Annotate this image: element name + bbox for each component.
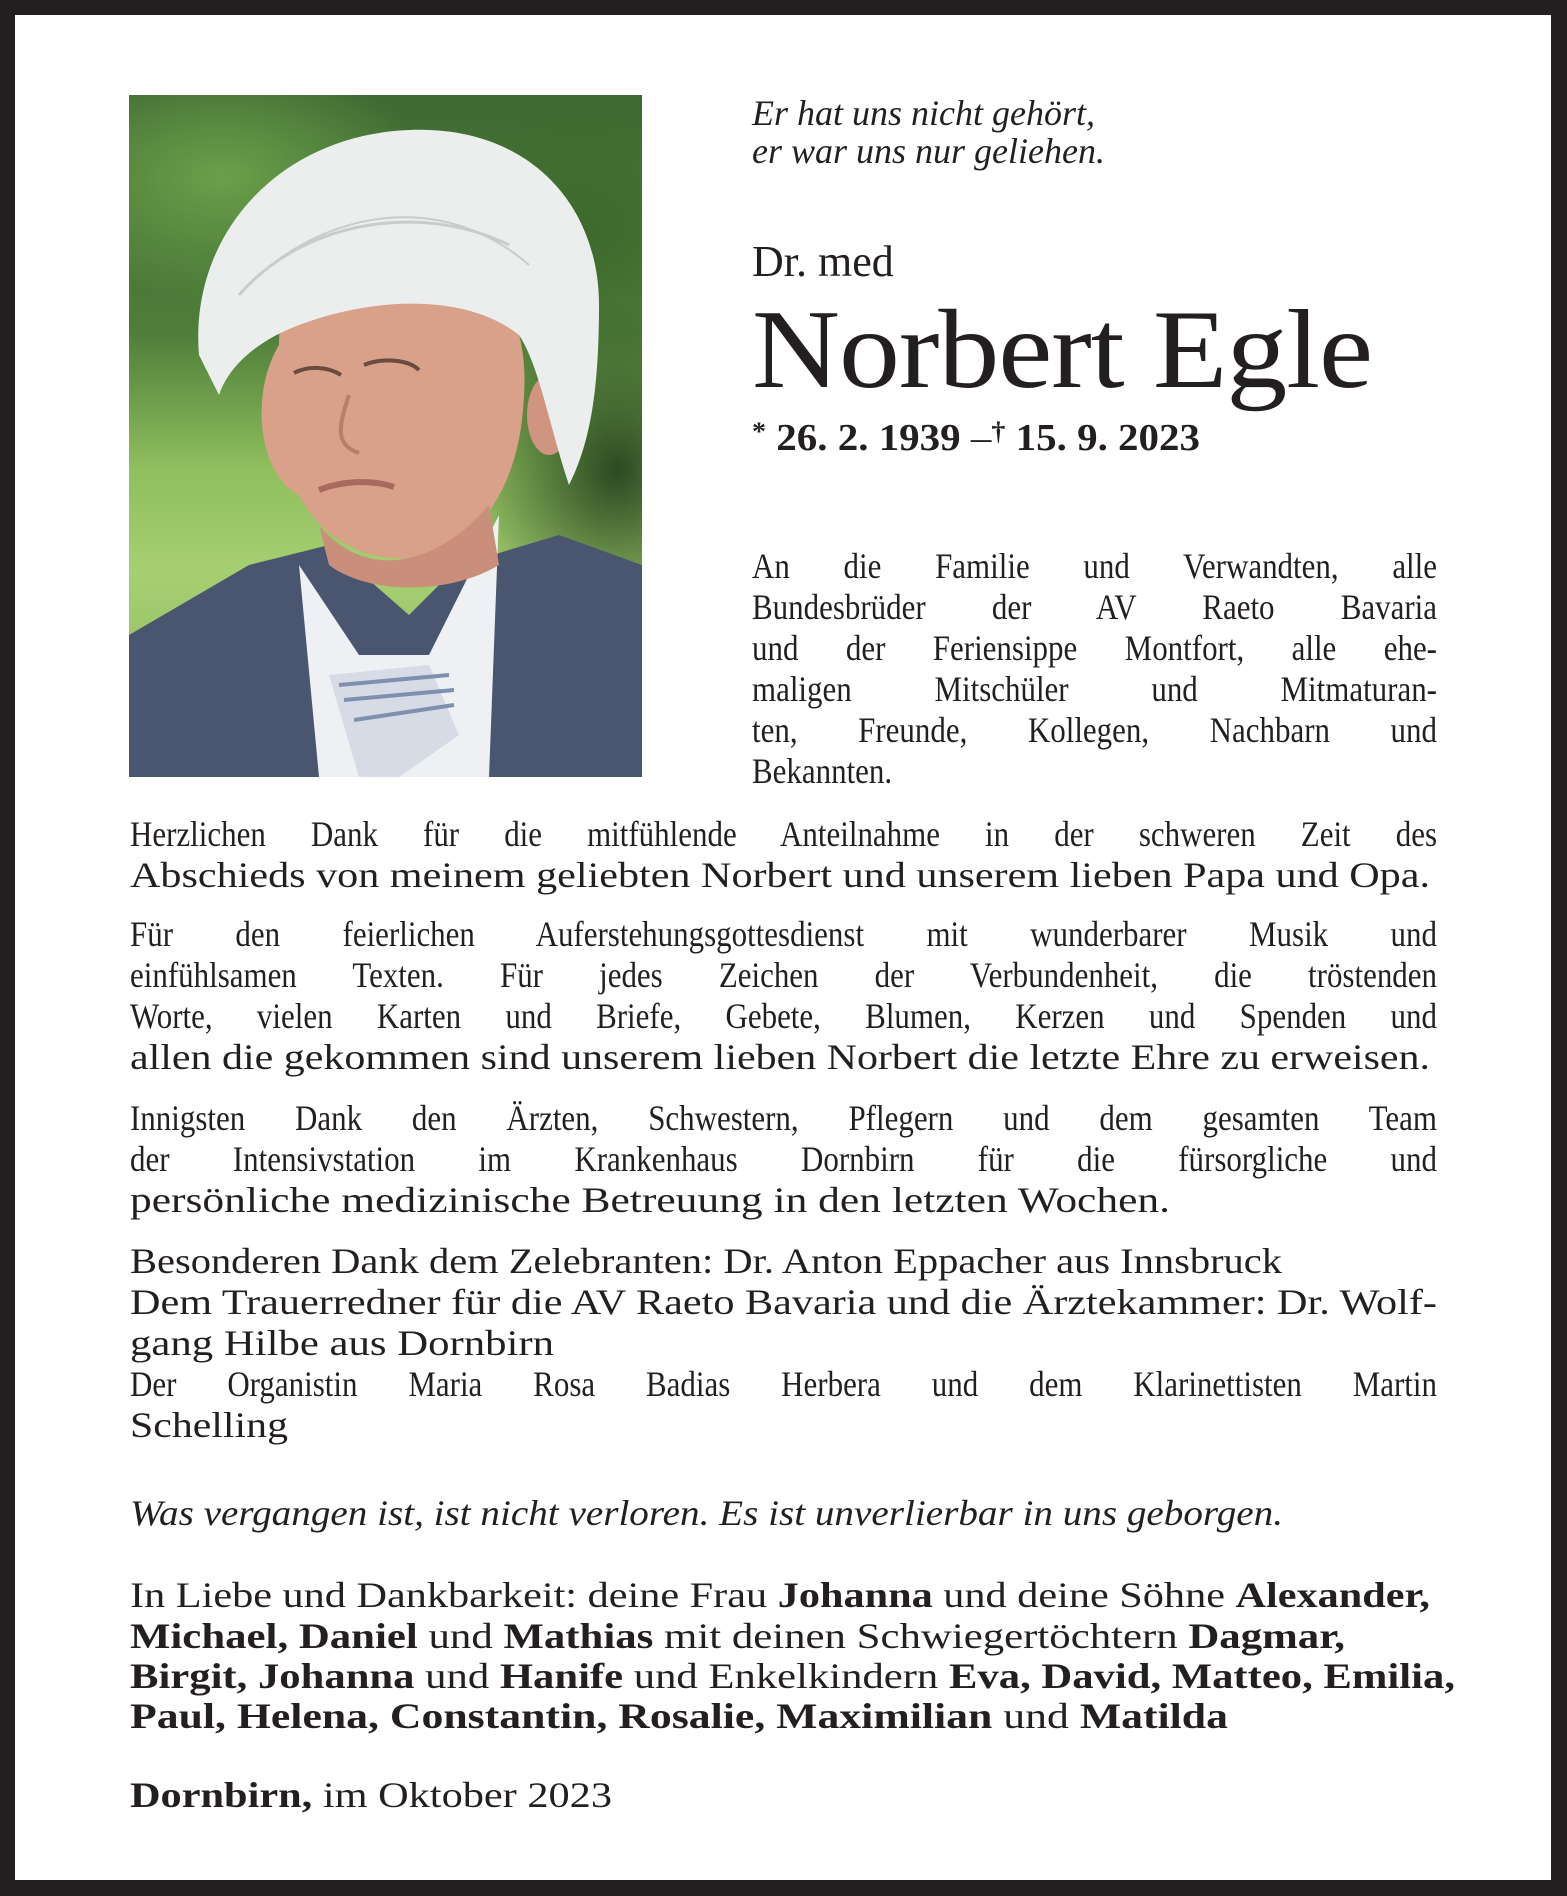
dates-separator: – bbox=[970, 417, 992, 459]
family-text: und bbox=[417, 1616, 504, 1656]
family-name: Birgit, Johanna bbox=[130, 1656, 415, 1696]
address-line: Bekannten. bbox=[752, 751, 893, 791]
paragraph-line: Abschieds von meinem geliebten Norbert und unserem lieben Papa und Opa. bbox=[130, 855, 1430, 895]
family-text: und deine Söhne bbox=[932, 1575, 1236, 1615]
deceased-name: Norbert Egle bbox=[752, 288, 1372, 412]
paragraph-line: gang Hilbe aus Dornbirn bbox=[130, 1323, 554, 1363]
notice-date: im Oktober 2023 bbox=[312, 1775, 612, 1815]
address-line: und der Feriensippe Montfort, alle ehe- bbox=[752, 628, 1437, 668]
death-symbol: † bbox=[991, 417, 1006, 446]
paragraph-line: Innigsten Dank den Ärzten, Schwestern, Pflegern und dem gesamten Team bbox=[130, 1098, 1437, 1138]
address-line: An die Familie und Verwandten, alle bbox=[752, 546, 1437, 586]
place: Dornbirn, bbox=[130, 1775, 313, 1815]
family-name: Michael, Daniel bbox=[130, 1616, 418, 1656]
family-name: Mathias bbox=[503, 1616, 654, 1656]
portrait-photo bbox=[129, 95, 642, 777]
place-date bbox=[130, 1774, 612, 1816]
family-line bbox=[130, 1615, 1345, 1657]
paragraph-line: allen die gekommen sind unserem lieben Norbert die letzte Ehre zu erweisen. bbox=[130, 1037, 1430, 1077]
family-line bbox=[130, 1695, 1228, 1737]
family-name: Matilda bbox=[1079, 1696, 1228, 1736]
paragraph-line: Besonderen Dank dem Zelebranten: Dr. Anton Eppacher aus Innsbruck bbox=[130, 1241, 1282, 1281]
family-text: In Liebe und Dankbarkeit: deine Frau bbox=[130, 1575, 778, 1615]
family-text: und bbox=[414, 1656, 500, 1696]
address-line: Bundesbrüder der AV Raeto Bavaria bbox=[752, 587, 1437, 627]
paragraph-line: einfühlsamen Texten. Für jedes Zeichen der Verbundenheit, die tröstenden bbox=[130, 955, 1437, 995]
life-dates bbox=[752, 416, 1200, 460]
epigraph-line: Er hat uns nicht gehört, bbox=[752, 93, 1095, 133]
family-name: Paul, Helena, Constantin, Rosalie, Maximilian bbox=[130, 1696, 993, 1736]
paragraph-line: Für den feierlichen Auferstehungsgottesdienst mit wunderbarer Musik und bbox=[130, 914, 1437, 954]
paragraph-line: Schelling bbox=[130, 1405, 288, 1445]
closing-quote: Was vergangen ist, ist nicht verloren. Es ist unverlierbar in uns geborgen. bbox=[130, 1493, 1283, 1533]
death-date: 15. 9. 2023 bbox=[1015, 417, 1200, 459]
family-name: Dagmar, bbox=[1188, 1616, 1345, 1656]
family-name: Eva, David, Matteo, Emilia, bbox=[948, 1656, 1455, 1696]
address-line: ten, Freunde, Kollegen, Nachbarn und bbox=[752, 710, 1437, 750]
family-line bbox=[130, 1574, 1430, 1616]
birth-date: 26. 2. 1939 bbox=[776, 417, 961, 459]
paragraph-line: persönliche medizinische Betreuung in den letzten Wochen. bbox=[130, 1180, 1170, 1220]
paragraph-line: Herzlichen Dank für die mitfühlende Anteilnahme in der schweren Zeit des bbox=[130, 814, 1437, 854]
academic-title: Dr. med bbox=[752, 237, 894, 286]
portrait-illustration bbox=[129, 95, 642, 777]
address-line: maligen Mitschüler und Mitmaturan- bbox=[752, 669, 1437, 709]
paragraph-line: Worte, vielen Karten und Briefe, Gebete, Blumen, Kerzen und Spenden und bbox=[130, 996, 1437, 1036]
paragraph-line: Der Organistin Maria Rosa Badias Herbera und dem Klarinettisten Martin bbox=[130, 1364, 1437, 1404]
family-name: Johanna bbox=[777, 1575, 933, 1615]
birth-symbol: * bbox=[752, 417, 767, 446]
family-line bbox=[130, 1655, 1455, 1697]
epigraph-line: er war uns nur geliehen. bbox=[752, 131, 1105, 171]
family-text: und bbox=[992, 1696, 1080, 1736]
paragraph-line: Dem Trauerredner für die AV Raeto Bavaria und die Ärztekammer: Dr. Wolf- bbox=[130, 1282, 1437, 1322]
family-name: Hanife bbox=[499, 1656, 624, 1696]
family-text: und Enkelkindern bbox=[623, 1656, 949, 1696]
family-text: mit deinen Schwiegertöchtern bbox=[653, 1616, 1189, 1656]
paragraph-line: der Intensivstation im Krankenhaus Dornbirn für die fürsorgliche und bbox=[130, 1139, 1437, 1179]
family-name: Alexander, bbox=[1235, 1575, 1430, 1615]
